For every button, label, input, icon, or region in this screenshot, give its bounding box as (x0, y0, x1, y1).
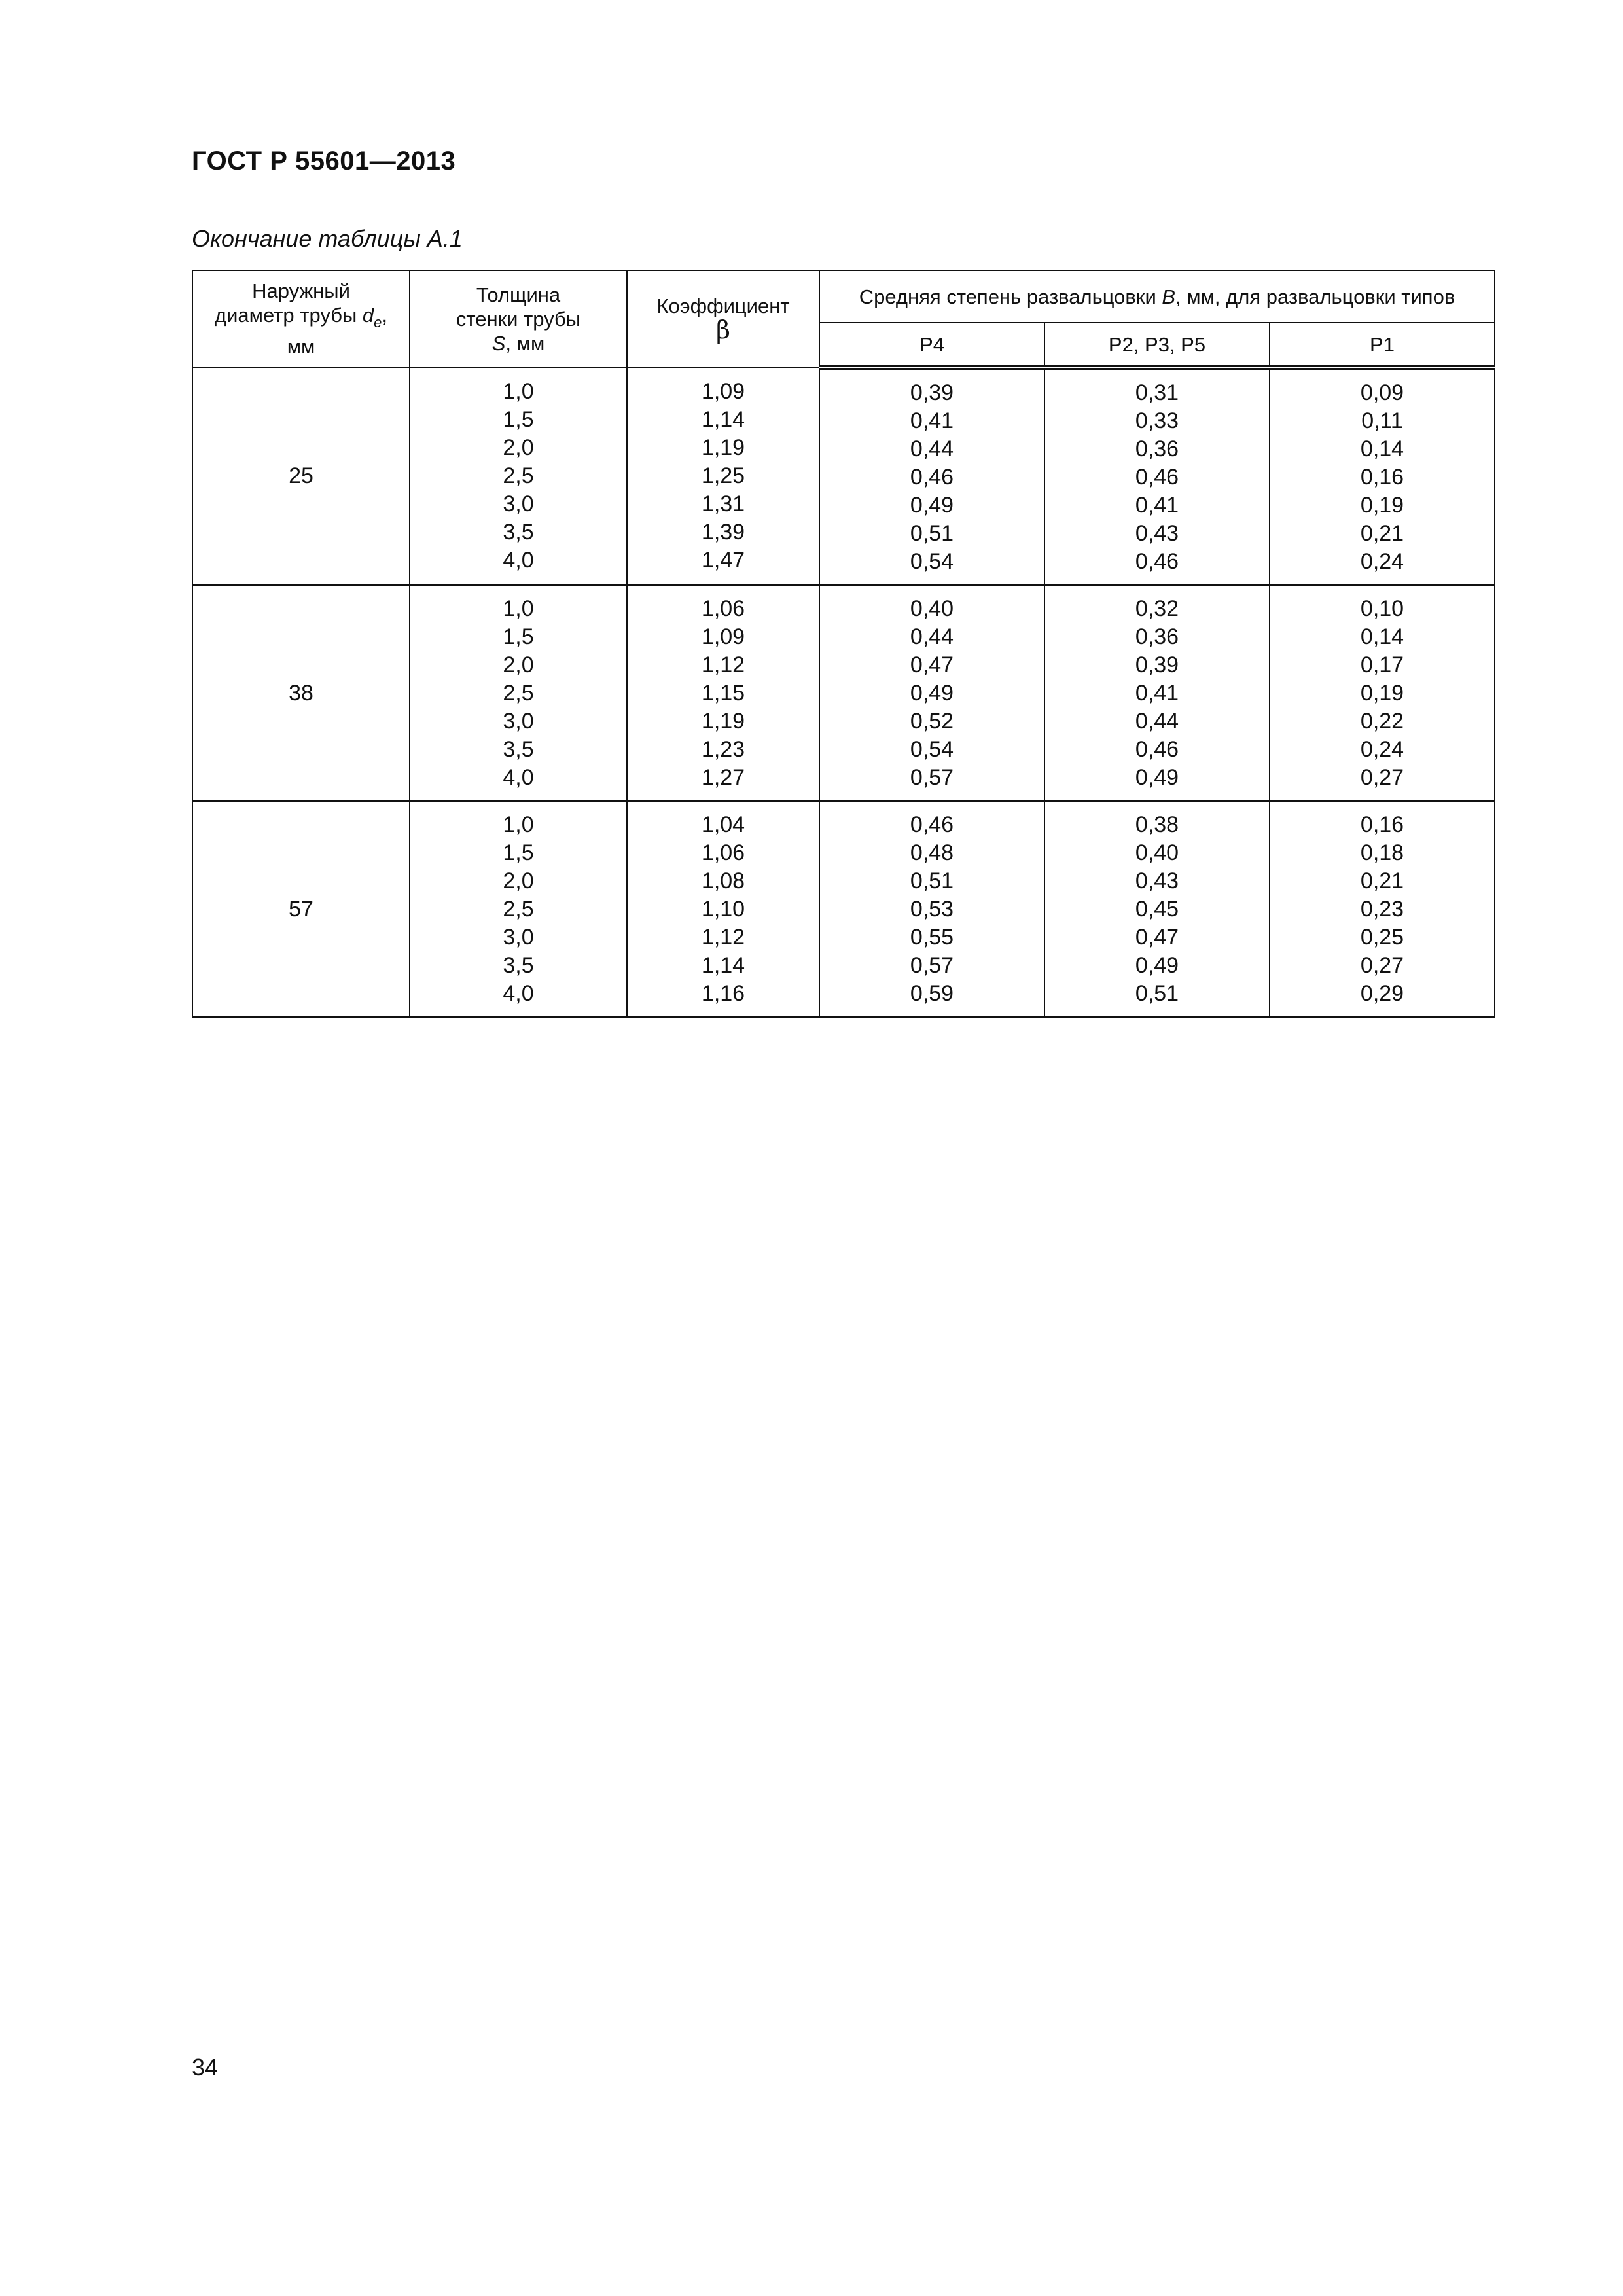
p1-value: 0,18 (1360, 840, 1404, 865)
p2-p3-p5-value: 0,44 (1135, 708, 1179, 734)
p2-p3-p5-value: 0,36 (1135, 436, 1179, 461)
p1-value: 0,19 (1360, 680, 1404, 706)
p1-value: 0,14 (1360, 436, 1404, 461)
cell-wall-thickness (410, 368, 627, 586)
beta-value: 1,16 (701, 980, 745, 1006)
p4-value: 0,49 (910, 492, 954, 518)
p2-p3-p5-value: 0,46 (1135, 736, 1179, 762)
header-type-p4: Р4 (819, 323, 1044, 368)
cell-beta (627, 368, 819, 586)
cell-p1 (1270, 585, 1495, 801)
p4-value: 0,41 (910, 408, 954, 433)
p4-value: 0,57 (910, 952, 954, 978)
p4-value: 0,39 (910, 380, 954, 405)
wall-thickness-value: 2,0 (503, 868, 534, 893)
p4-value: 0,44 (910, 436, 954, 461)
header-flaring-degree (819, 270, 1495, 323)
p1-value: 0,29 (1360, 980, 1404, 1006)
p4-value: 0,46 (910, 464, 954, 490)
document-header: ГОСТ Р 55601—2013 (192, 147, 456, 175)
wall-thickness-value: 1,0 (503, 379, 534, 404)
beta-value: 1,31 (701, 492, 745, 517)
beta-value: 1,39 (701, 520, 745, 545)
header-outer-diameter-line1: Наружный (252, 279, 350, 303)
p4-value: 0,51 (910, 520, 954, 546)
beta-value: 1,14 (701, 952, 745, 978)
p1-value: 0,16 (1360, 464, 1404, 490)
p1-value: 0,23 (1360, 896, 1404, 922)
cell-outer-diameter: 38 (192, 585, 410, 801)
beta-value: 1,19 (701, 708, 745, 734)
flaring-symbol: B (1162, 285, 1176, 308)
p4-value: 0,54 (910, 548, 954, 574)
cell-wall-thickness (410, 801, 627, 1017)
cell-p1 (1270, 368, 1495, 586)
p1-value: 0,21 (1360, 520, 1404, 546)
table-row (192, 368, 1495, 586)
cell-outer-diameter: 25 (192, 368, 410, 586)
p4-value: 0,54 (910, 736, 954, 762)
p2-p3-p5-value: 0,39 (1135, 652, 1179, 677)
thickness-symbol: S (491, 331, 506, 355)
thickness-unit: , мм (505, 331, 545, 355)
wall-thickness-value: 3,0 (503, 492, 534, 517)
p2-p3-p5-value: 0,36 (1135, 624, 1179, 649)
wall-thickness-value: 2,5 (503, 896, 534, 922)
beta-value: 1,15 (701, 680, 745, 706)
wall-thickness-value: 2,0 (503, 435, 534, 461)
table-row (192, 585, 1495, 801)
wall-thickness-value: 3,0 (503, 924, 534, 950)
wall-thickness-value: 1,5 (503, 840, 534, 865)
p2-p3-p5-value: 0,49 (1135, 952, 1179, 978)
beta-value: 1,23 (701, 736, 745, 762)
p4-value: 0,55 (910, 924, 954, 950)
p2-p3-p5-value: 0,40 (1135, 840, 1179, 865)
beta-value: 1,04 (701, 812, 745, 837)
wall-thickness-value: 3,5 (503, 736, 534, 762)
header-coefficient-label: Коэффициент (656, 295, 790, 318)
cell-p1 (1270, 801, 1495, 1017)
flaring-table (192, 270, 1495, 1018)
cell-beta (627, 585, 819, 801)
wall-thickness-value: 1,5 (503, 624, 534, 649)
p4-value: 0,53 (910, 896, 954, 922)
beta-value: 1,06 (701, 596, 745, 621)
header-wall-thickness-line2: стенки трубы (455, 307, 581, 331)
wall-thickness-value: 3,0 (503, 708, 534, 734)
header-outer-diameter-line2: диаметр трубы (215, 304, 363, 327)
cell-outer-diameter: 57 (192, 801, 410, 1017)
beta-value: 1,27 (701, 764, 745, 790)
p4-value: 0,51 (910, 868, 954, 893)
header-outer-diameter (192, 270, 410, 368)
beta-value: 1,08 (701, 868, 745, 893)
wall-thickness-value: 2,5 (503, 463, 534, 489)
cell-p2-p3-p5 (1044, 368, 1270, 586)
header-type-p2-p3-p5: Р2, Р3, Р5 (1044, 323, 1270, 368)
beta-value: 1,09 (701, 379, 745, 404)
p2-p3-p5-value: 0,43 (1135, 868, 1179, 893)
wall-thickness-value: 2,0 (503, 652, 534, 677)
p2-p3-p5-value: 0,51 (1135, 980, 1179, 1006)
beta-value: 1,12 (701, 652, 745, 677)
p1-value: 0,22 (1360, 708, 1404, 734)
p2-p3-p5-value: 0,49 (1135, 764, 1179, 790)
table-body (192, 368, 1495, 1018)
p1-value: 0,24 (1360, 548, 1404, 574)
wall-thickness-value: 4,0 (503, 764, 534, 790)
cell-p4 (819, 585, 1044, 801)
cell-p4 (819, 368, 1044, 586)
wall-thickness-value: 4,0 (503, 548, 534, 573)
table-caption: Окончание таблицы А.1 (192, 225, 463, 252)
diameter-comma: , (382, 304, 387, 327)
wall-thickness-value: 1,0 (503, 596, 534, 621)
p1-value: 0,27 (1360, 952, 1404, 978)
table-header (192, 270, 1495, 368)
p2-p3-p5-value: 0,47 (1135, 924, 1179, 950)
header-outer-diameter-unit: мм (287, 335, 315, 359)
p2-p3-p5-value: 0,38 (1135, 812, 1179, 837)
p4-value: 0,52 (910, 708, 954, 734)
header-wall-thickness-line1: Толщина (476, 283, 561, 306)
page-number: 34 (192, 2054, 219, 2081)
p4-value: 0,49 (910, 680, 954, 706)
p4-value: 0,47 (910, 652, 954, 677)
p1-value: 0,24 (1360, 736, 1404, 762)
p2-p3-p5-value: 0,41 (1135, 492, 1179, 518)
header-wall-thickness (410, 270, 627, 368)
beta-value: 1,06 (701, 840, 745, 865)
p1-value: 0,25 (1360, 924, 1404, 950)
beta-value: 1,09 (701, 624, 745, 649)
header-flaring-prefix: Средняя степень развальцовки (859, 285, 1162, 308)
p2-p3-p5-value: 0,32 (1135, 596, 1179, 621)
p4-value: 0,44 (910, 624, 954, 649)
p2-p3-p5-value: 0,45 (1135, 896, 1179, 922)
header-type-p1: Р1 (1270, 323, 1495, 368)
p1-value: 0,19 (1360, 492, 1404, 518)
p2-p3-p5-value: 0,41 (1135, 680, 1179, 706)
p4-value: 0,46 (910, 812, 954, 837)
cell-p2-p3-p5 (1044, 585, 1270, 801)
wall-thickness-value: 3,5 (503, 520, 534, 545)
p1-value: 0,10 (1360, 596, 1404, 621)
p1-value: 0,17 (1360, 652, 1404, 677)
cell-wall-thickness (410, 585, 627, 801)
p2-p3-p5-value: 0,43 (1135, 520, 1179, 546)
header-coefficient (627, 270, 819, 368)
p2-p3-p5-value: 0,33 (1135, 408, 1179, 433)
p4-value: 0,48 (910, 840, 954, 865)
p1-value: 0,11 (1361, 408, 1403, 433)
p4-value: 0,40 (910, 596, 954, 621)
beta-value: 1,47 (701, 548, 745, 573)
beta-value: 1,25 (701, 463, 745, 489)
p2-p3-p5-value: 0,46 (1135, 464, 1179, 490)
beta-symbol: β (716, 315, 730, 345)
beta-value: 1,14 (701, 407, 745, 433)
beta-value: 1,10 (701, 896, 745, 922)
diameter-subscript: e (374, 314, 382, 331)
p4-value: 0,59 (910, 980, 954, 1006)
beta-value: 1,12 (701, 924, 745, 950)
diameter-symbol: d (362, 304, 374, 327)
p1-value: 0,27 (1360, 764, 1404, 790)
cell-beta (627, 801, 819, 1017)
cell-p4 (819, 801, 1044, 1017)
beta-value: 1,19 (701, 435, 745, 461)
wall-thickness-value: 1,0 (503, 812, 534, 837)
header-flaring-suffix: , мм, для развальцовки типов (1175, 285, 1455, 308)
wall-thickness-value: 3,5 (503, 952, 534, 978)
p1-value: 0,21 (1360, 868, 1404, 893)
wall-thickness-value: 1,5 (503, 407, 534, 433)
p2-p3-p5-value: 0,46 (1135, 548, 1179, 574)
cell-p2-p3-p5 (1044, 801, 1270, 1017)
p1-value: 0,09 (1360, 380, 1404, 405)
p1-value: 0,14 (1360, 624, 1404, 649)
wall-thickness-value: 2,5 (503, 680, 534, 706)
p1-value: 0,16 (1360, 812, 1404, 837)
p4-value: 0,57 (910, 764, 954, 790)
table-row (192, 801, 1495, 1017)
wall-thickness-value: 4,0 (503, 980, 534, 1006)
p2-p3-p5-value: 0,31 (1135, 380, 1179, 405)
